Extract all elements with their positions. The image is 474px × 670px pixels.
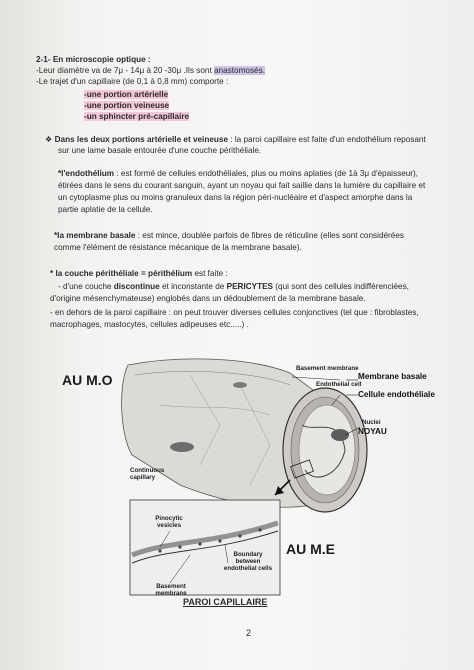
diameter-text: -Leur diamètre va de 7μ - 14μ à 20 -30μ .Ils sont (36, 66, 214, 75)
perithelium-lead: * la couche périthéliale = périthélium (50, 269, 193, 278)
sphincter-precapillaire: -un sphincter pré-capillaire (84, 112, 190, 121)
figure-caption: PAROI CAPILLAIRE (183, 597, 268, 607)
nuclei-label: Nuclei (362, 419, 381, 426)
para2-line1: *l'endothélium : est formé de cellules endothéliales, plus ou moins aplaties (de 1à 3μ d'épaisseur), (58, 169, 419, 178)
basement-membrane-bottom-label: Basement membrane (155, 583, 187, 597)
section-heading: 2-1- En microscopie optique : (36, 55, 151, 64)
portion-veineuse: -une portion veineuse (84, 101, 170, 110)
discontinue-bold: discontinue (113, 282, 160, 291)
para2-line2: étirées dans le sens du courant sanguin, ayant un noyau qui fait saillie dans la lumière du capillaire et (58, 181, 426, 190)
pinocytic-vesicles-label: Pinocytic vesicles (155, 515, 183, 529)
anastomoses-highlight: anastomosés. (214, 66, 265, 75)
pericytes-bold: PERICYTES (226, 282, 274, 291)
para1-line2: sur une lame basale entourée d'une couche périthéliale. (58, 146, 262, 155)
para3-line2: comme l'élément de résistance mécanique de la membrane basale). (54, 243, 302, 252)
para2-line4: partie aplatie de la cellule. (58, 205, 153, 214)
para4-heading: * la couche périthéliale = périthélium est faite : (50, 269, 228, 278)
noyau-label: NOYAU (358, 427, 387, 436)
membrane-basale-lead: *la membrane basale (54, 231, 136, 240)
para4-line4: macrophages, mastocytes, cellules adipeuses etc.....) . (50, 320, 249, 329)
cellule-endotheliale-label: Cellule endothéliale (358, 390, 435, 399)
endothelial-nucleus (170, 442, 194, 452)
para3-line1: *la membrane basale : est mince, doublée parfois de fibres de réticuline (elles sont considérées (54, 231, 404, 240)
para4-line2: d'origine mésenchymateuse) englobés dans un dédoublement de la membrane basale. (50, 294, 366, 303)
diamond-bullet-icon: ❖ (45, 135, 53, 144)
endothelium-lead: *l'endothélium (58, 169, 115, 178)
para1-bold: Dans les deux portions artérielle et veineuse (54, 135, 228, 144)
para1-text: : la paroi capillaire est faite d'un endothélium reposant (228, 135, 426, 144)
au-mo-label: AU M.O (62, 372, 113, 388)
para4-line1: - d'une couche discontinue et inconstante de PERICYTES (qui sont des cellules indifférenciées, (58, 282, 409, 291)
para4-line3: - en dehors de la paroi capillaire : on peut trouver diverses cellules conjonctives (tel que : fibroblastes, (50, 308, 419, 317)
diameter-line (36, 66, 265, 76)
para2-line3: un cytoplasme plus ou moins granuleux dans la région péri-nucléaire et d'aspect amorphe dans la (58, 193, 413, 202)
continuous-capillary-label: Continuous capillary (130, 467, 165, 481)
basement-membrane-label: Basement membrane (296, 365, 359, 372)
au-me-label: AU M.E (286, 541, 335, 557)
boundary-label: Boundary between endothelial cells (223, 551, 273, 572)
page-number: 2 (246, 628, 252, 638)
membrane-basale-label: Membrane basale (358, 372, 427, 381)
trajet-line: -Le trajet d'un capillaire (de 0,1 à 0,8 mm) comporte : (36, 77, 229, 86)
capillary-diagram (40, 355, 460, 610)
endothelial-cell-label: Endothelial cell (316, 381, 362, 388)
para1-line1 (45, 135, 426, 145)
portion-arterielle: -une portion artérielle (84, 90, 169, 99)
